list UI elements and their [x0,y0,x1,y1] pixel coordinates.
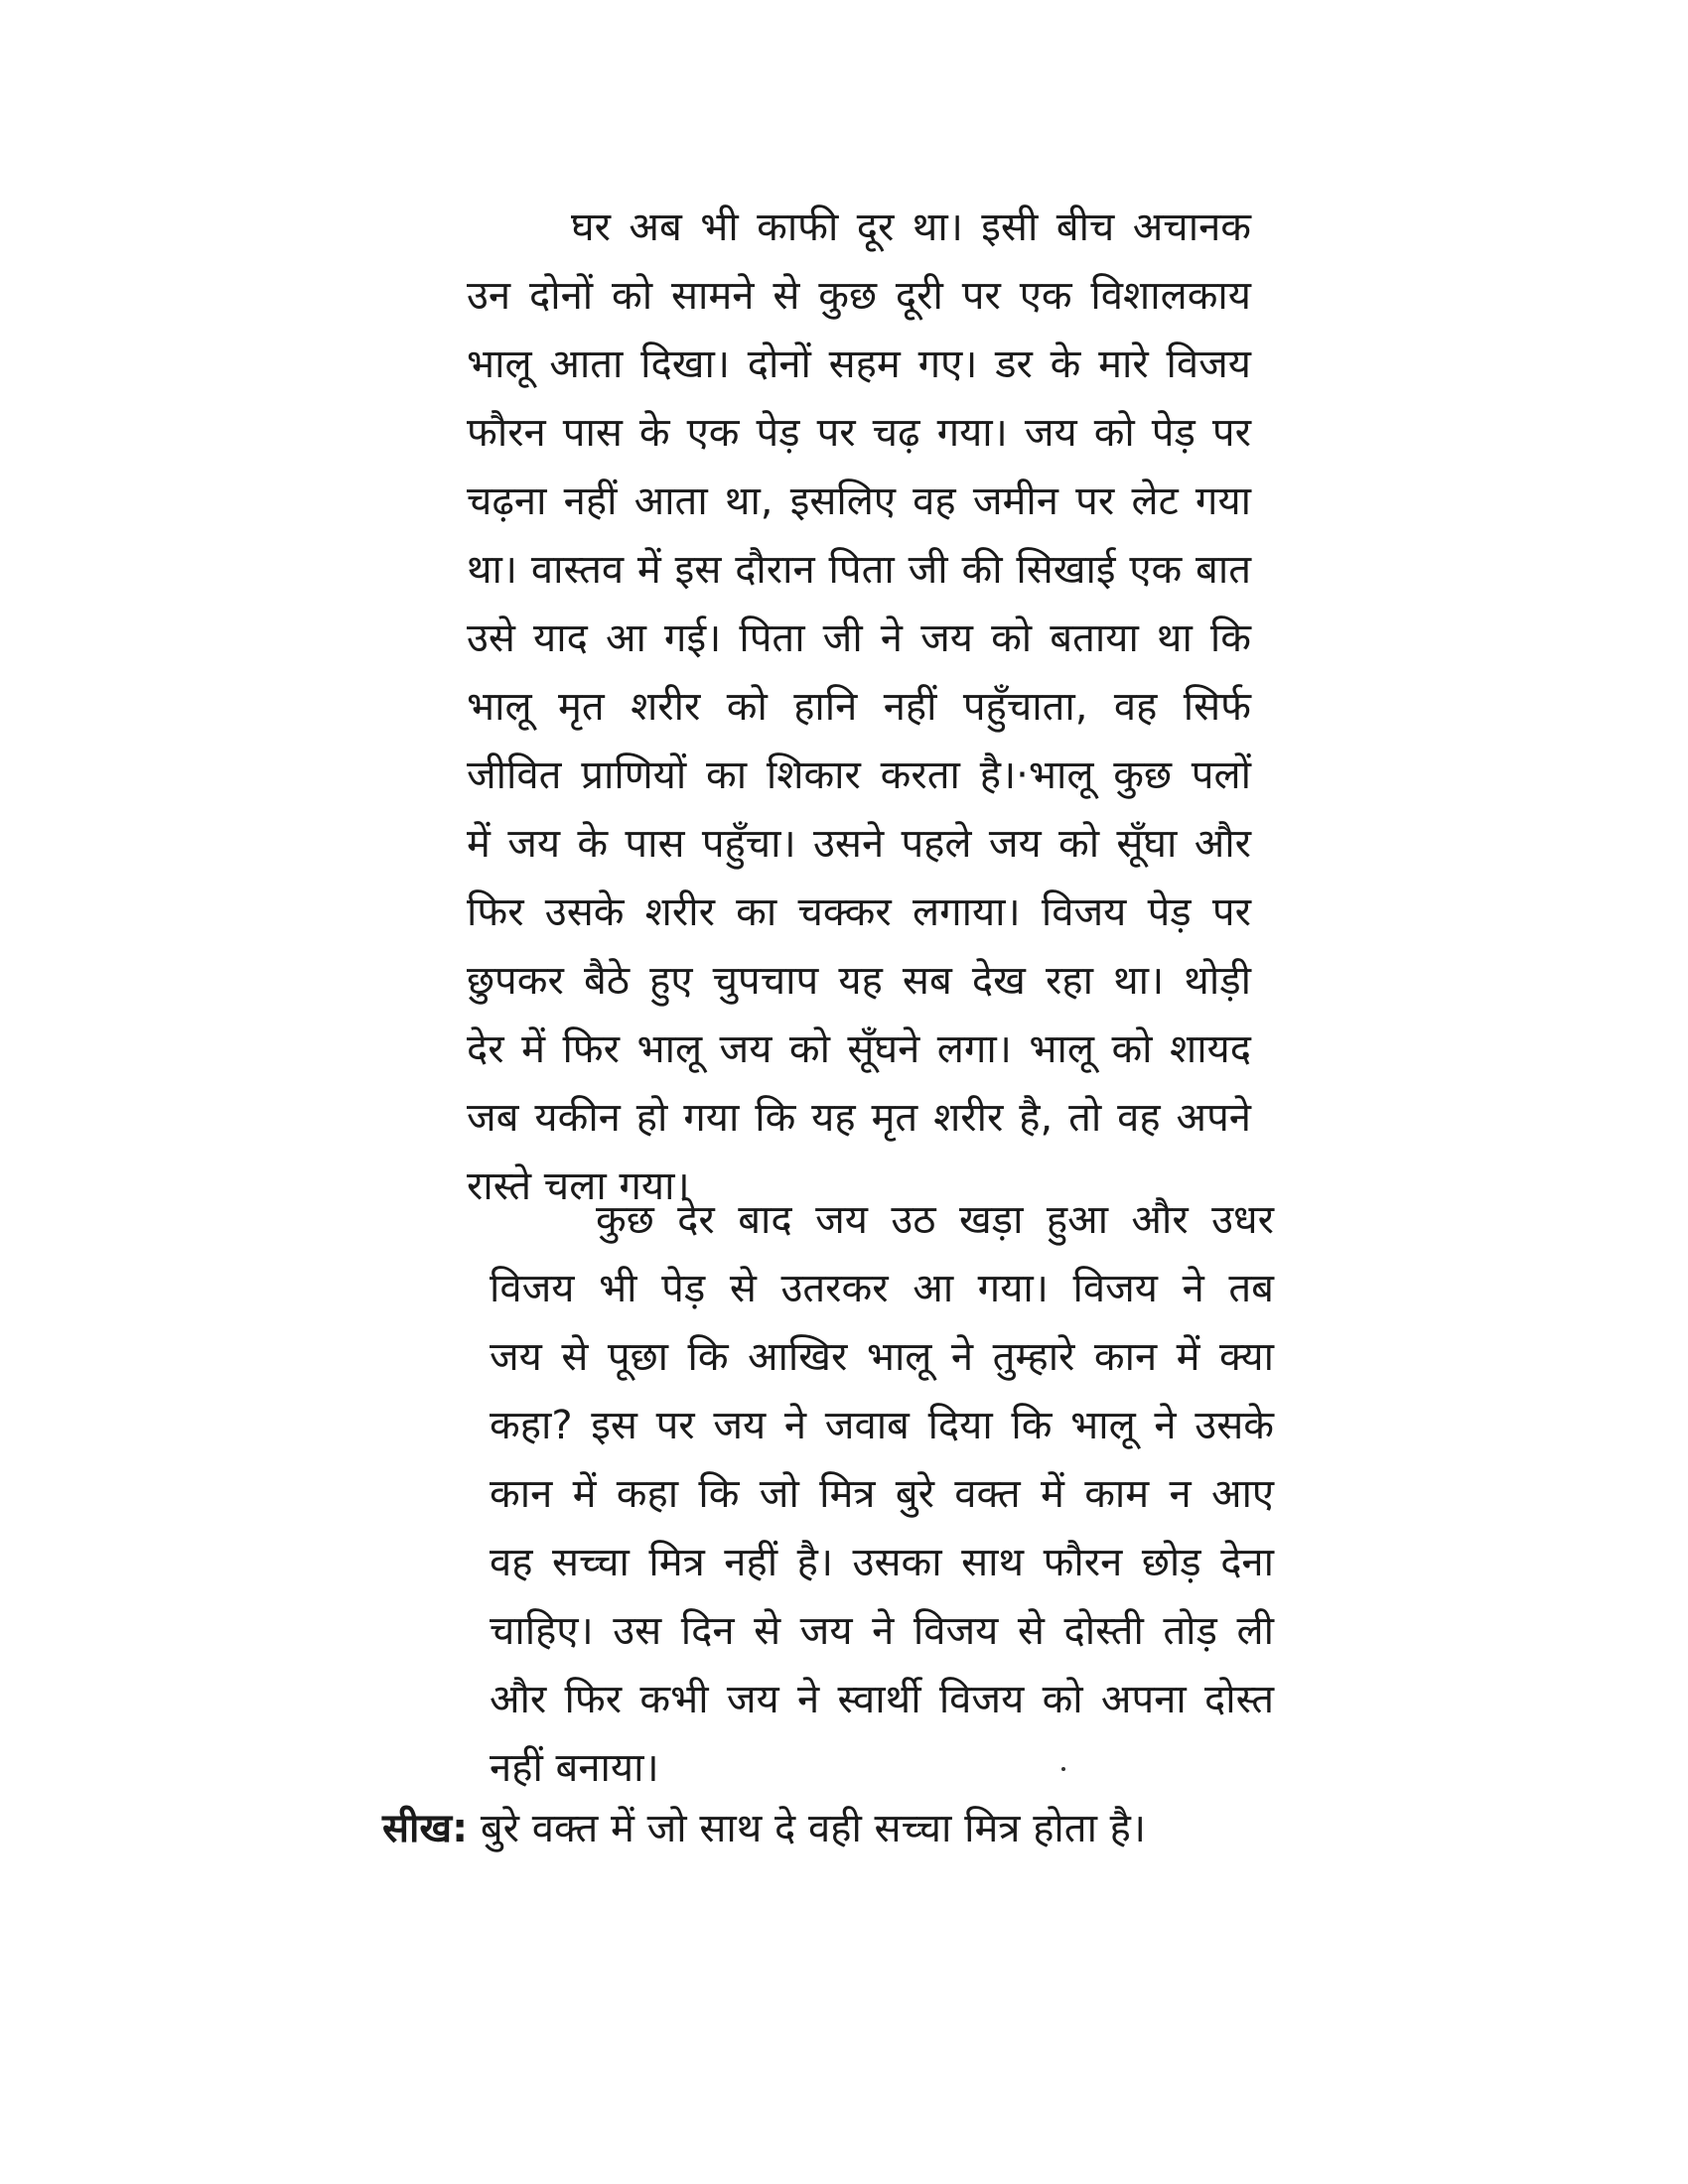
moral-line [382,1795,1146,1863]
paragraph-line: जय से पूछा कि आखिर भालू ने तुम्हारे कान में क्या [490,1334,1274,1380]
print-speck [1061,1767,1065,1771]
paragraph-line: देर में फिर भालू जय को सूँघने लगा। भालू को शायद [467,1026,1251,1072]
paragraph-line: जब यकीन हो गया कि यह मृत शरीर है, तो वह अपने [467,1095,1251,1141]
story-paragraph-2 [490,1186,1274,1803]
paragraph-line: उन दोनों को सामने से कुछ दूरी पर एक विशालकाय [467,273,1251,319]
story-paragraph-1 [467,194,1251,1221]
paragraph-line: चढ़ना नहीं आता था, इसलिए वह जमीन पर लेट गया [467,478,1251,524]
paragraph-line: और फिर कभी जय ने स्वार्थी विजय को अपना दोस्त [490,1677,1274,1722]
paragraph-line: में जय के पास पहुँचा। उसने पहले जय को सूँघा और [467,821,1251,867]
paragraph-line: चाहिए। उस दिन से जय ने विजय से दोस्ती तोड़ ली [490,1608,1274,1654]
paragraph-line: विजय भी पेड़ से उतरकर आ गया। विजय ने तब [490,1266,1274,1311]
paragraph-line: घर अब भी काफी दूर था। इसी बीच अचानक [571,205,1251,250]
moral-text: बुरे वक्त में जो साथ दे वही सच्चा मित्र होता है। [480,1806,1147,1851]
paragraph-line: था। वास्तव में इस दौरान पिता जी की सिखाई एक बात [467,547,1251,593]
paragraph-line: फिर उसके शरीर का चक्कर लगाया। विजय पेड़ पर [467,889,1251,935]
paragraph-line: कुछ देर बाद जय उठ खड़ा हुआ और उधर [596,1197,1274,1243]
paragraph-line: भालू आता दिखा। दोनों सहम गए। डर के मारे विजय [467,341,1251,387]
paragraph-line: कहा? इस पर जय ने जवाब दिया कि भालू ने उसके [490,1403,1274,1448]
paragraph-line: वह सच्चा मित्र नहीं है। उसका साथ फौरन छोड़ देना [490,1540,1274,1585]
paragraph-line: उसे याद आ गई। पिता जी ने जय को बताया था कि [467,615,1251,661]
paragraph-line: छुपकर बैठे हुए चुपचाप यह सब देख रहा था। थोड़ी [467,958,1251,1004]
paragraph-line: भालू मृत शरीर को हानि नहीं पहुँचाता, वह सिर्फ [467,684,1251,730]
moral-label: सीख: [382,1806,469,1851]
paragraph-line: जीवित प्राणियों का शिकार करता है।·भालू कुछ पलों [467,752,1251,798]
paragraph-line: रास्ते चला गया। [467,1163,690,1209]
paragraph-line: कान में कहा कि जो मित्र बुरे वक्त में काम न आए [490,1471,1274,1517]
paragraph-line: नहीं बनाया। [490,1745,659,1791]
paragraph-line: फौरन पास के एक पेड़ पर चढ़ गया। जय को पेड़ पर [467,410,1251,456]
